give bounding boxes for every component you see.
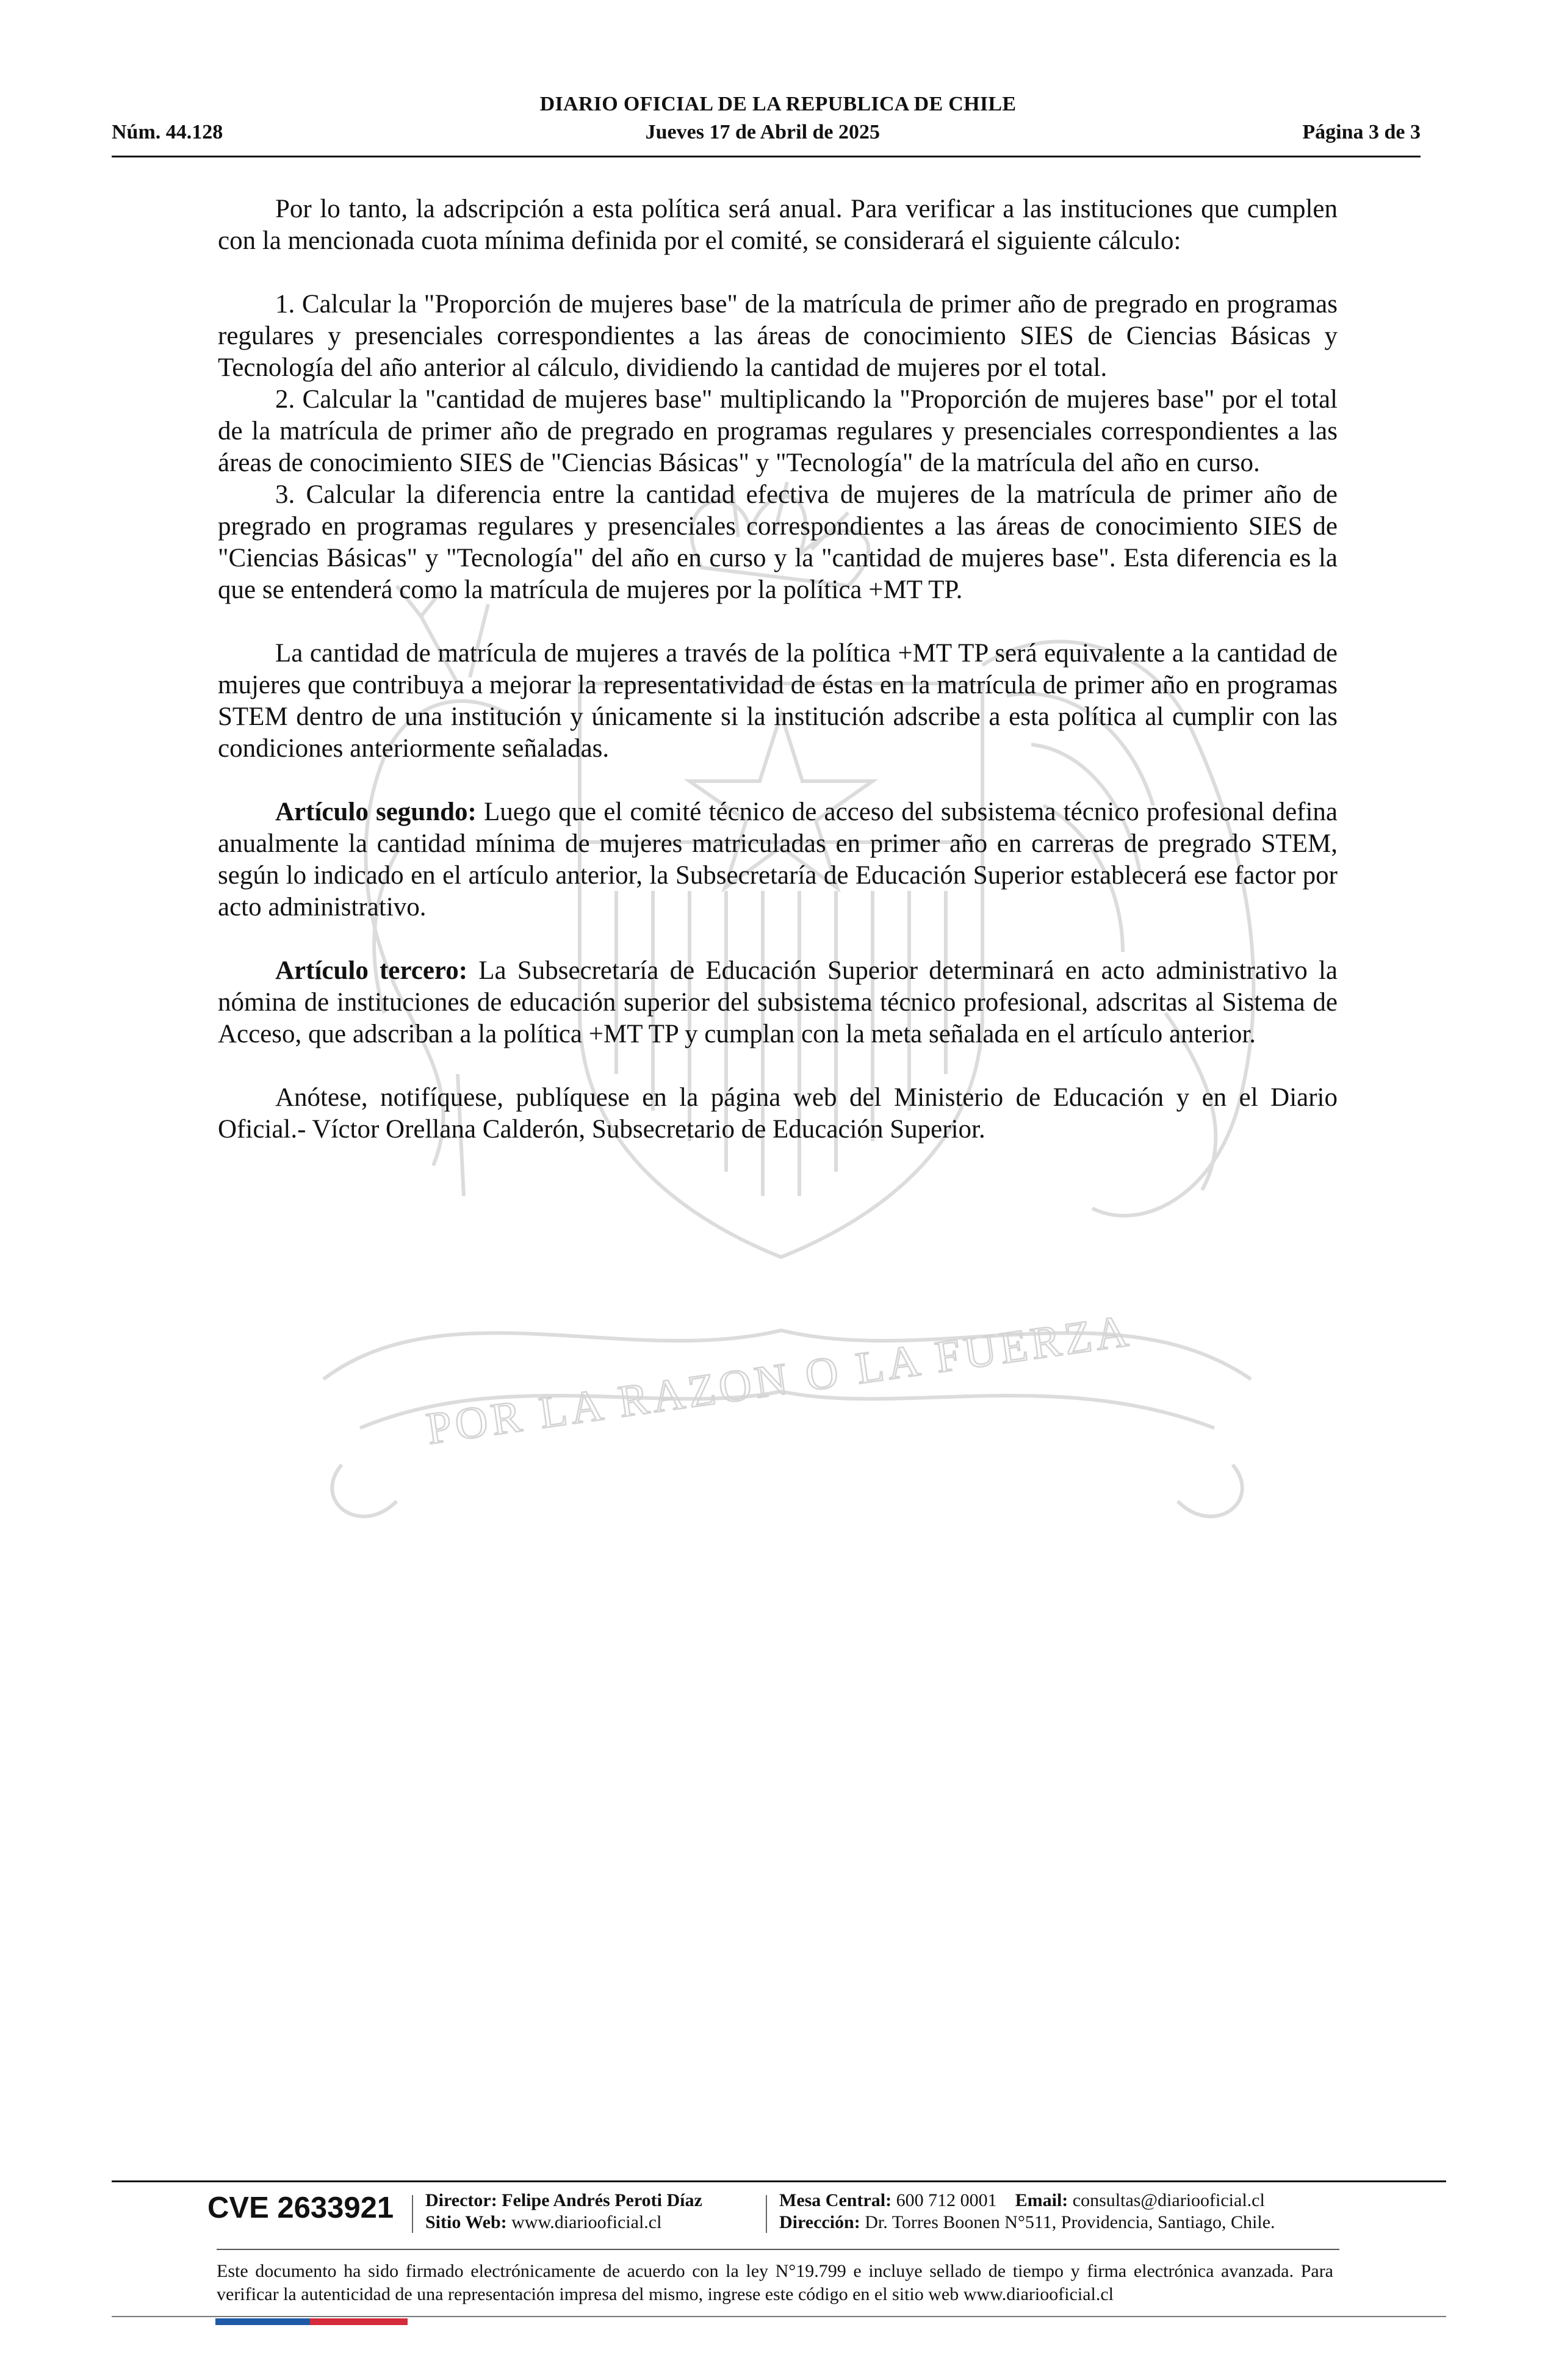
article-third-text: La Subsecretaría de Educación Superior determinará en acto administrativo la nómina de instituciones de educación superior del subsistema técnico profesional, adscritas al Sistema de Acceso, que adscriban a la política +MT TP y cumplan con la meta señalada en el artículo anterior. (218, 956, 1338, 1048)
footer-separator (766, 2195, 767, 2233)
calc-step-3: 3. Calcular la diferencia entre la cantidad efectiva de mujeres de la matrícula de primer año de pregrado en programas regulares y presenciales correspondientes a las áreas de conocimiento SIES de "Ciencias Básicas" y "Tecnología" del año en curso y la "cantidad de mujeres base". Esta diferencia es la que se entenderá como la matrícula de mujeres por la política +MT TP. (218, 480, 1338, 604)
website-link[interactable]: www.diariooficial.cl (511, 2212, 662, 2232)
article-third (218, 955, 1338, 1050)
calc-step-2: 2. Calcular la "cantidad de mujeres base" multiplicando la "Proporción de mujeres base" por el total de la matrícula de primer año de pregrado en programas regulares y presenciales correspondientes a las áreas de conocimiento SIES de "Ciencias Básicas" y "Tecnología" de la matrícula del año en curso. (218, 385, 1338, 477)
director-label: Director: (425, 2190, 497, 2210)
issue-date: Jueves 17 de Abril de 2025 (645, 121, 881, 143)
cve-code: CVE 2633921 (207, 2191, 394, 2224)
article-third-label: Artículo tercero: (275, 956, 468, 985)
footer-separator (412, 2195, 413, 2233)
flag-stripe-blue (215, 2318, 310, 2325)
publication-title: DIARIO OFICIAL DE LA REPUBLICA DE CHILE (539, 93, 1017, 115)
email-link[interactable]: consultas@diariooficial.cl (1072, 2190, 1265, 2210)
header-divider (112, 156, 1421, 157)
footer-divider-top (112, 2180, 1446, 2182)
mesa-central-label: Mesa Central: (779, 2190, 892, 2210)
page-number: Página 3 de 3 (1302, 121, 1421, 143)
signature-notice: Este documento ha sido firmado electrónicamente de acuerdo con la ley N°19.799 e incluye sellado de tiempo y firma electrónica avanzada. Para verificar la autenticidad de una representación impresa del mismo, ingrese este código en el sitio web www.diariooficial.cl (217, 2261, 1333, 2304)
article-second (218, 796, 1338, 923)
document-body (218, 193, 1338, 1145)
mesa-central-phone: 600 712 0001 (896, 2190, 997, 2210)
issue-number: Núm. 44.128 (112, 121, 223, 143)
director-name: Felipe Andrés Peroti Díaz (502, 2190, 702, 2210)
paragraph-equivalence: La cantidad de matrícula de mujeres a través de la política +MT TP será equivalente a la cantidad de mujeres que contribuya a mejorar la representatividad de éstas en la matrícula de primer año en programas STEM dentro de una institución y únicamente si la institución adscribe a esta política al cumplir con las condiciones anteriormente señaladas. (218, 639, 1338, 763)
watermark-motto: POR LA RAZON O LA FUERZA (423, 1305, 1135, 1454)
email-label: Email: (1015, 2190, 1068, 2210)
paragraph-intro: Por lo tanto, la adscripción a esta política será anual. Para verificar a las instituciones que cumplen con la mencionada cuota mínima definida por el comité, se considerará el siguiente cálculo: (218, 195, 1338, 255)
article-second-label: Artículo segundo: (275, 798, 477, 826)
website-label: Sitio Web: (425, 2212, 507, 2232)
footer-divider-mid (217, 2249, 1339, 2250)
closing-paragraph: Anótese, notifíquese, publíquese en la página web del Ministerio de Educación y en el Diario Oficial.- Víctor Orellana Calderón, Subsecretario de Educación Superior. (218, 1083, 1338, 1144)
address-label: Dirección: (779, 2212, 860, 2232)
article-second-text: Luego que el comité técnico de acceso del subsistema técnico profesional defina anualmente la cantidad mínima de mujeres matriculadas en primer año en carreras de pregrado STEM, según lo indicado en el artículo anterior, la Subsecretaría de Educación Superior establecerá ese factor por acto administrativo. (218, 798, 1338, 921)
address-value: Dr. Torres Boonen N°511, Providencia, Santiago, Chile. (865, 2212, 1275, 2232)
flag-stripe-red (310, 2318, 408, 2325)
footer-contact-block (779, 2190, 1275, 2234)
footer-director-block (425, 2190, 702, 2234)
calc-step-1: 1. Calcular la "Proporción de mujeres base" de la matrícula de primer año de pregrado en programas regulares y presenciales correspondientes a las áreas de conocimiento SIES de Ciencias Básicas y Tecnología del año anterior al cálculo, dividiendo la cantidad de mujeres por el total. (218, 290, 1338, 382)
flag-stripe (215, 2318, 408, 2325)
header-row (112, 121, 1421, 144)
footer-divider-bottom (112, 2316, 1446, 2317)
